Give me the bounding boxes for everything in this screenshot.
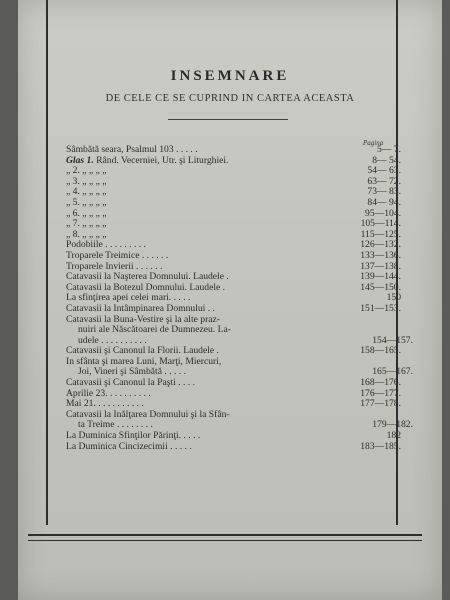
toc-entry	[66, 281, 401, 294]
toc-entry-label	[66, 209, 351, 220]
toc-entry-label-text: „ 8. „ „ „ „	[66, 229, 107, 240]
toc-entry	[66, 271, 401, 283]
toc-entry-pages: 126—132.	[360, 239, 401, 251]
toc-entry-label-text: Catavasii la Inălţarea Domnului şi la Sfân-	[66, 409, 230, 420]
toc-entry-label-text: La Duminica Sfinţilor Părinţi. . . . .	[66, 431, 201, 442]
page-title: INSEMNARE	[170, 68, 290, 84]
toc-entry	[66, 175, 401, 188]
toc-entry-pages: 84— 94.	[367, 196, 401, 208]
toc-entry-label-text: Joi, Vineri şi Sâmbătă . . . . .	[78, 367, 186, 378]
toc-entry-label	[66, 198, 351, 209]
toc-entry-label	[66, 442, 351, 453]
toc-entry-pages: 179—182.	[372, 419, 413, 431]
toc-entry-label-text: „ 2. „ „ „ „	[66, 166, 107, 177]
toc-entry-label	[66, 389, 351, 400]
toc-entry-pages: 154—157.	[372, 334, 413, 346]
toc-entry-label-text: „ 3. „ „ „ „	[66, 176, 107, 187]
toc-entry	[66, 154, 401, 167]
toc-entry	[66, 430, 401, 442]
toc-entry-label-text: Troparele Invierii . . . . . .	[66, 261, 163, 272]
toc-entry-label-text: „ 6. „ „ „ „	[66, 208, 107, 219]
toc-entry-pages: 63— 72.	[367, 175, 401, 187]
toc-entry-pages: 177—178.	[360, 398, 401, 410]
toc-entry-label-text: Catavasii la Naşterea Domnului. Laudele .	[66, 272, 229, 283]
toc-entry-pages: 8— 54.	[372, 154, 401, 166]
toc-entry	[66, 357, 396, 368]
toc-entry	[66, 345, 401, 357]
toc-entry-pages: 165—167.	[372, 366, 413, 378]
toc-entry-label	[66, 219, 351, 230]
toc-entry-label	[66, 177, 351, 188]
page-subtitle: DE CELE CE SE CUPRIND IN CARTEA ACEASTA	[105, 93, 355, 104]
toc-entry	[66, 410, 396, 421]
toc-entry-label	[66, 240, 351, 251]
toc-entry-label-text: La sfinţirea apei celei mari. . . . .	[66, 293, 191, 304]
toc-entry	[66, 325, 396, 336]
toc-entry-label-text: „ 4. „ „ „ „	[66, 187, 107, 198]
toc-entry-label-text: La Duminica Cincizecimii . . . . .	[66, 441, 192, 452]
toc-entry-label-text: nuiri ale Născătoarei de Dumnezeu. La-	[78, 325, 231, 336]
book-page	[18, 0, 442, 600]
toc-entry-pages: 168—176.	[360, 377, 401, 389]
toc-entry-label	[66, 293, 351, 304]
toc-entry-pages: 176—177.	[360, 387, 401, 399]
toc-entry	[66, 165, 401, 177]
toc-entry-label	[66, 410, 351, 421]
toc-entry	[66, 315, 396, 326]
toc-entry	[66, 302, 401, 315]
toc-entry-label-text: „ 5. „ „ „ „	[66, 197, 107, 208]
toc-entry-label	[66, 378, 351, 389]
toc-entry-label	[66, 399, 351, 410]
toc-entry-label-text: Catavasii la Buna-Vestire şi la alte praz-	[66, 314, 220, 325]
toc-entry	[66, 249, 401, 262]
toc-entry-pages: 150	[386, 292, 401, 304]
toc-entry-label-text: Troparele Treimice . . . . . .	[66, 250, 169, 261]
toc-entry	[66, 186, 401, 198]
toc-entry-label	[66, 262, 351, 273]
toc-entry-label-text: udele . . . . . . . . . .	[78, 335, 147, 346]
toc-entry-label	[66, 251, 351, 262]
toc-entry	[66, 419, 413, 431]
toc-entry-label	[66, 304, 351, 315]
toc-entry	[66, 144, 401, 156]
toc-entry	[66, 218, 401, 230]
toc-entry	[66, 377, 401, 389]
toc-entry-pages: 105—114.	[360, 218, 401, 230]
toc-entry-label	[66, 420, 363, 431]
toc-entry-label-text: „ 7. „ „ „ „	[66, 219, 107, 230]
toc-entry-label	[66, 367, 363, 378]
toc-entry	[66, 196, 401, 209]
toc-entry-pages: 145—150.	[360, 281, 401, 293]
toc-entry	[66, 398, 401, 410]
toc-entry-label	[66, 230, 351, 241]
toc-entry	[66, 239, 401, 251]
toc-entry-pages: 139—144.	[360, 271, 401, 283]
toc-entry-pages: 158—165.	[360, 345, 401, 357]
toc-entry	[66, 228, 401, 241]
toc-entry-label-bold: Glas 1.	[66, 155, 94, 166]
toc-entry-pages: 137—138.	[360, 260, 401, 272]
toc-entry-label	[66, 187, 351, 198]
toc-entry-pages: 73— 83.	[367, 186, 401, 198]
toc-entry-pages: 5— 7.	[377, 144, 401, 155]
toc-entry-pages: 54— 63.	[367, 165, 401, 177]
toc-entry-label-text: Catavasii la Intâmpinarea Domnului . .	[66, 303, 215, 314]
toc-entry-pages: 115—125.	[360, 228, 401, 240]
toc-entry-label-text: Sâmbătă seara, Psalmul 103 . . . . .	[66, 145, 198, 155]
toc-entry-label	[66, 156, 351, 167]
toc-entry	[66, 292, 401, 304]
toc-entry-label	[66, 325, 363, 336]
toc-entry-label	[66, 315, 351, 326]
toc-entry	[66, 440, 401, 453]
toc-entry-pages: 133—136.	[360, 249, 401, 261]
bottom-rule	[28, 534, 422, 536]
toc-entry-label	[66, 357, 351, 368]
toc-entry	[66, 260, 401, 273]
toc-entry-label	[66, 431, 351, 442]
toc-entry-label-text: Rând. Vecerniei, Utr. şi Liturghiei.	[93, 155, 229, 166]
toc-entry-label-text: Mai 21. . . . . . . . . . .	[66, 399, 144, 410]
toc-entry	[66, 387, 401, 400]
title-divider	[168, 119, 288, 120]
table-of-contents	[66, 144, 413, 452]
toc-entry-label-text: In sfânta şi marea Luni, Marţi, Miercuri,	[66, 356, 222, 367]
toc-entry-label	[66, 272, 351, 283]
toc-entry-pages: 183—185.	[360, 440, 401, 452]
pages-column-label: Pagina	[363, 139, 384, 147]
toc-entry-label	[66, 166, 351, 177]
toc-entry-pages: 95—104.	[365, 207, 401, 219]
toc-entry-label-text: Podobiile . . . . . . . . .	[66, 240, 146, 251]
toc-entry-label	[66, 346, 351, 357]
toc-entry	[66, 207, 401, 220]
toc-entry-pages: 151—153.	[360, 302, 401, 314]
toc-entry	[66, 366, 413, 378]
toc-entry-label-text: Catavasii la Botezul Domnului. Laudele .	[66, 282, 226, 293]
toc-entry-label	[66, 145, 351, 156]
toc-entry-label-text: Catavasii şi Canonul la Florii. Laudele .	[66, 346, 219, 357]
toc-entry-label-text: Aprilie 23. . . . . . . . . .	[66, 388, 151, 399]
toc-entry-label	[66, 336, 363, 347]
toc-entry-label	[66, 283, 351, 294]
toc-entry-label-text: Catavasii şi Canonul la Paşti . . . .	[66, 378, 195, 389]
toc-entry-pages: 182	[386, 430, 401, 442]
toc-entry	[66, 334, 413, 347]
bottom-rule-thin	[28, 540, 422, 541]
toc-entry-label-text: ta Treime . . . . . . . .	[78, 420, 153, 431]
